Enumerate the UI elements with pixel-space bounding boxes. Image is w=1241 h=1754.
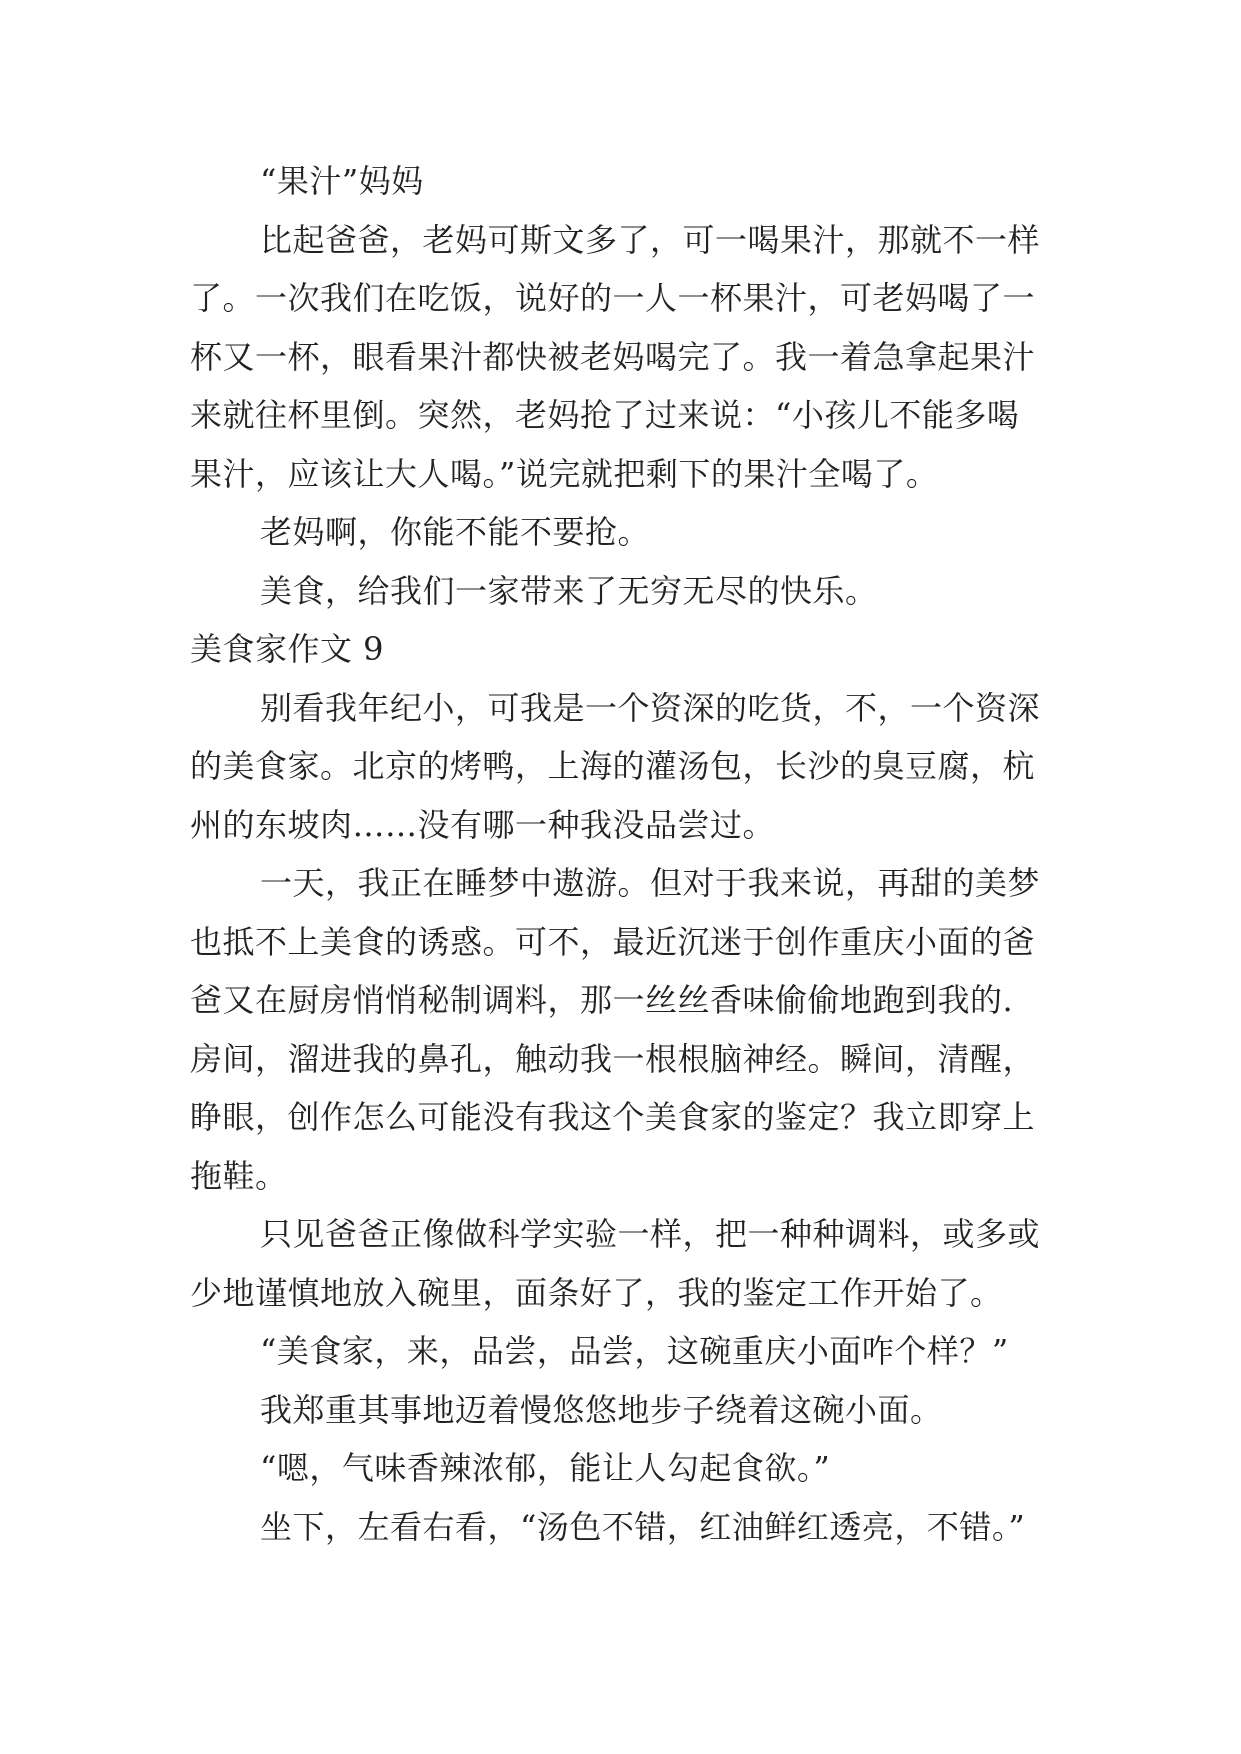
paragraph-line: 杯又一杯，眼看果汁都快被老妈喝完了。我一着急拿起果汁 <box>190 337 1036 376</box>
section-title: 美食家作文 9 <box>190 630 385 668</box>
paragraph-line: “嗯，气味香辣浓郁，能让人勾起食欲。” <box>260 1449 831 1487</box>
document-page <box>190 152 1058 1556</box>
paragraph-line: 比起爸爸，老妈可斯文多了，可一喝果汁，那就不一样 <box>260 220 1041 259</box>
paragraph-line: 一天，我正在睡梦中遨游。但对于我来说，再甜的美梦 <box>260 864 1041 902</box>
paragraph-line: 少地谨慎地放入碗里，面条好了，我的鉴定工作开始了。 <box>190 1273 1003 1312</box>
paragraph-line: 也抵不上美食的诱惑。可不，最近沉迷于创作重庆小面的爸 <box>190 922 1036 961</box>
paragraph-line: 来就往杯里倒。突然，老妈抢了过来说：“小孩儿不能多喝 <box>190 396 1020 434</box>
paragraph-line: 了。一次我们在吃饭，说好的一人一杯果汁，可老妈喝了一 <box>190 279 1036 317</box>
paragraph-line: 拖鞋。 <box>190 1156 288 1195</box>
paragraph-line: 只见爸爸正像做科学实验一样，把一种种调料，或多或 <box>260 1215 1041 1253</box>
paragraph-line: 睁眼，创作怎么可能没有我这个美食家的鉴定？我立即穿上 <box>190 1098 1036 1136</box>
paragraph-line: 果汁，应该让大人喝。”说完就把剩下的果汁全喝了。 <box>190 454 939 493</box>
paragraph-line: 坐下，左看右看，“汤色不错，红油鲜红透亮，不错。” <box>260 1507 1026 1546</box>
paragraph-line: 爸又在厨房悄悄秘制调料，那一丝丝香味偷偷地跑到我的. <box>190 981 1014 1019</box>
subheading-juice-mom: “果汁”妈妈 <box>260 162 424 200</box>
paragraph-line: “美食家，来，品尝，品尝，这碗重庆小面咋个样？” <box>260 1332 1009 1370</box>
paragraph-line: 房间，溜进我的鼻孔，触动我一根根脑神经。瞬间，清醒， <box>190 1039 1036 1078</box>
paragraph-line: 我郑重其事地迈着慢悠悠地步子绕着这碗小面。 <box>260 1390 943 1429</box>
paragraph-line: 老妈啊，你能不能不要抢。 <box>260 513 651 551</box>
paragraph-line: 美食，给我们一家带来了无穷无尽的快乐。 <box>260 571 878 610</box>
paragraph-line: 的美食家。北京的烤鸭，上海的灌汤包，长沙的臭豆腐，杭 <box>190 747 1036 785</box>
paragraph-line: 州的东坡肉……没有哪一种我没品尝过。 <box>190 805 776 844</box>
paragraph-line: 别看我年纪小，可我是一个资深的吃货，不，一个资深 <box>260 688 1041 727</box>
